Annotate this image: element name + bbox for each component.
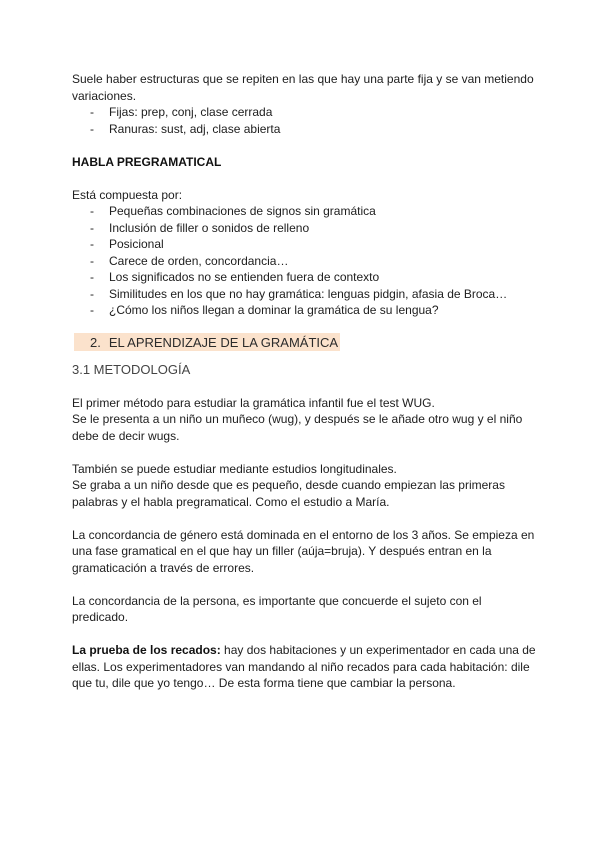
intro-paragraph: Suele haber estructuras que se repiten en las que hay una parte fija y se van metiendo variaciones.: [72, 72, 534, 103]
habla-heading: HABLA PREGRAMATICAL: [72, 154, 222, 169]
list-item: - Similitudes en los que no hay gramática: lenguas pidgin, afasia de Broca…: [72, 286, 538, 303]
list-item: - Fijas: prep, conj, clase cerrada: [72, 104, 538, 121]
paragraph-wug-1: El primer método para estudiar la gramática infantil fue el test WUG.: [72, 395, 435, 410]
recados-label: La prueba de los recados:: [72, 643, 221, 657]
habla-list: [72, 203, 538, 319]
list-item: - Posicional: [72, 236, 538, 253]
recados-text: hay dos habitaciones y un experimentador en cada una de ellas. Los experimentadores van mandando al niño recados para cada habitación: dile que tu, dile que yo tengo… De esta forma tiene que cambiar la persona.: [72, 643, 536, 690]
list-item: - Inclusión de filler o sonidos de relleno: [72, 220, 538, 237]
section-3-1-heading: 3.1 METODOLOGÍA: [72, 362, 191, 377]
section-2-heading: [74, 333, 340, 351]
habla-lead: Está compuesta por:: [72, 187, 183, 202]
paragraph-genero: La concordancia de género está dominada en el entorno de los 3 años. Se empieza en una fase gramatical en el que hay un filler (aúja=bruja). Y después entran en la gramaticación a través de errores.: [72, 527, 535, 575]
list-item: - Pequeñas combinaciones de signos sin gramática: [72, 203, 538, 220]
section-2-title: EL APRENDIZAJE DE LA GRAMÁTICA: [108, 334, 339, 350]
paragraph-longitudinal-2: Se graba a un niño desde que es pequeño, desde cuando empiezan las primeras palabras y el habla pregramatical. Como el estudio a María.: [72, 478, 505, 509]
paragraph-recados: [72, 642, 538, 692]
paragraph-persona: La concordancia de la persona, es importante que concuerde el sujeto con el predicado.: [72, 593, 482, 624]
list-item: - Carece de orden, concordancia…: [72, 253, 538, 270]
section-2-number: 2.: [90, 334, 101, 350]
list-item: - ¿Cómo los niños llegan a dominar la gramática de su lengua?: [72, 302, 538, 319]
paragraph-wug-2: Se le presenta a un niño un muñeco (wug), y después se le añade otro wug y el niño debe de decir wugs.: [72, 412, 523, 443]
paragraph-longitudinal-1: También se puede estudiar mediante estudios longitudinales.: [72, 461, 397, 476]
list-item: - Los significados no se entienden fuera de contexto: [72, 269, 538, 286]
list-item: - Ranuras: sust, adj, clase abierta: [72, 121, 538, 138]
page-content: [72, 71, 538, 692]
intro-list: [72, 104, 538, 137]
